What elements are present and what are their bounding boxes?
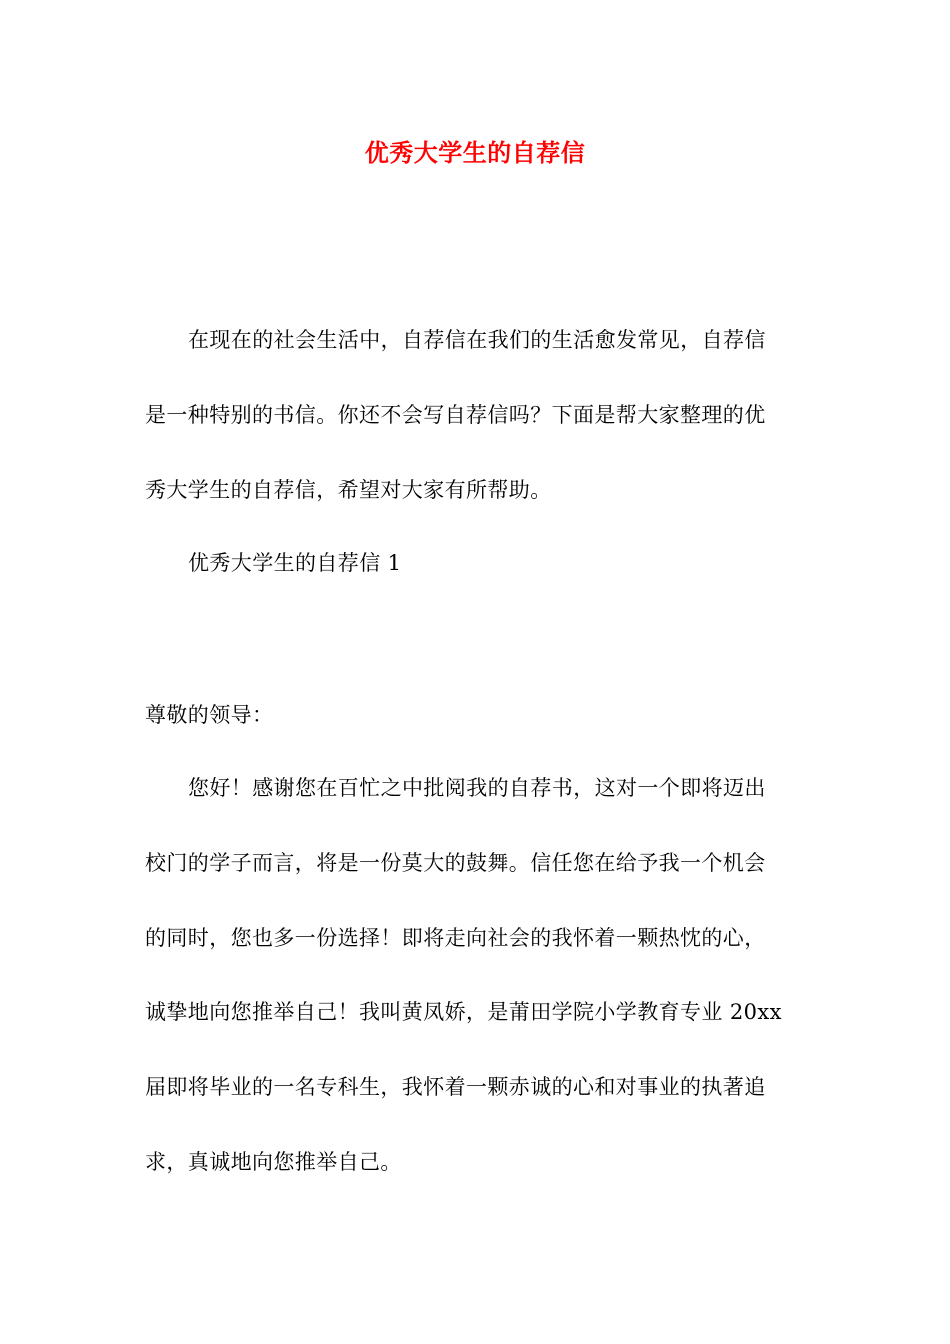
- paragraph-body-line-1: 您好！感谢您在百忙之中批阅我的自荐书，这对一个即将迈出: [188, 776, 766, 800]
- document-title: 优秀大学生的自荐信: [364, 138, 586, 167]
- paragraph-intro-line-1: 在现在的社会生活中，自荐信在我们的生活愈发常见，自荐信: [188, 328, 766, 352]
- paragraph-body-line-3: 的同时，您也多一份选择！即将走向社会的我怀着一颗热忱的心，: [145, 926, 766, 950]
- paragraph-body-line-6: 求，真诚地向您推举自己。: [145, 1150, 402, 1174]
- paragraph-intro-line-3: 秀大学生的自荐信，希望对大家有所帮助。: [145, 478, 552, 502]
- section-heading-letter-1: 优秀大学生的自荐信 1: [188, 551, 402, 575]
- salutation: 尊敬的领导：: [145, 703, 274, 727]
- paragraph-body-line-4: 诚挚地向您推举自己！我叫黄凤娇，是莆田学院小学教育专业 20xx: [145, 1000, 782, 1024]
- paragraph-body-line-2: 校门的学子而言，将是一份莫大的鼓舞。信任您在给予我一个机会: [145, 851, 766, 875]
- paragraph-body-line-5: 届即将毕业的一名专科生，我怀着一颗赤诚的心和对事业的执著追: [145, 1075, 766, 1099]
- paragraph-intro-line-2: 是一种特别的书信。你还不会写自荐信吗？下面是帮大家整理的优: [145, 403, 766, 427]
